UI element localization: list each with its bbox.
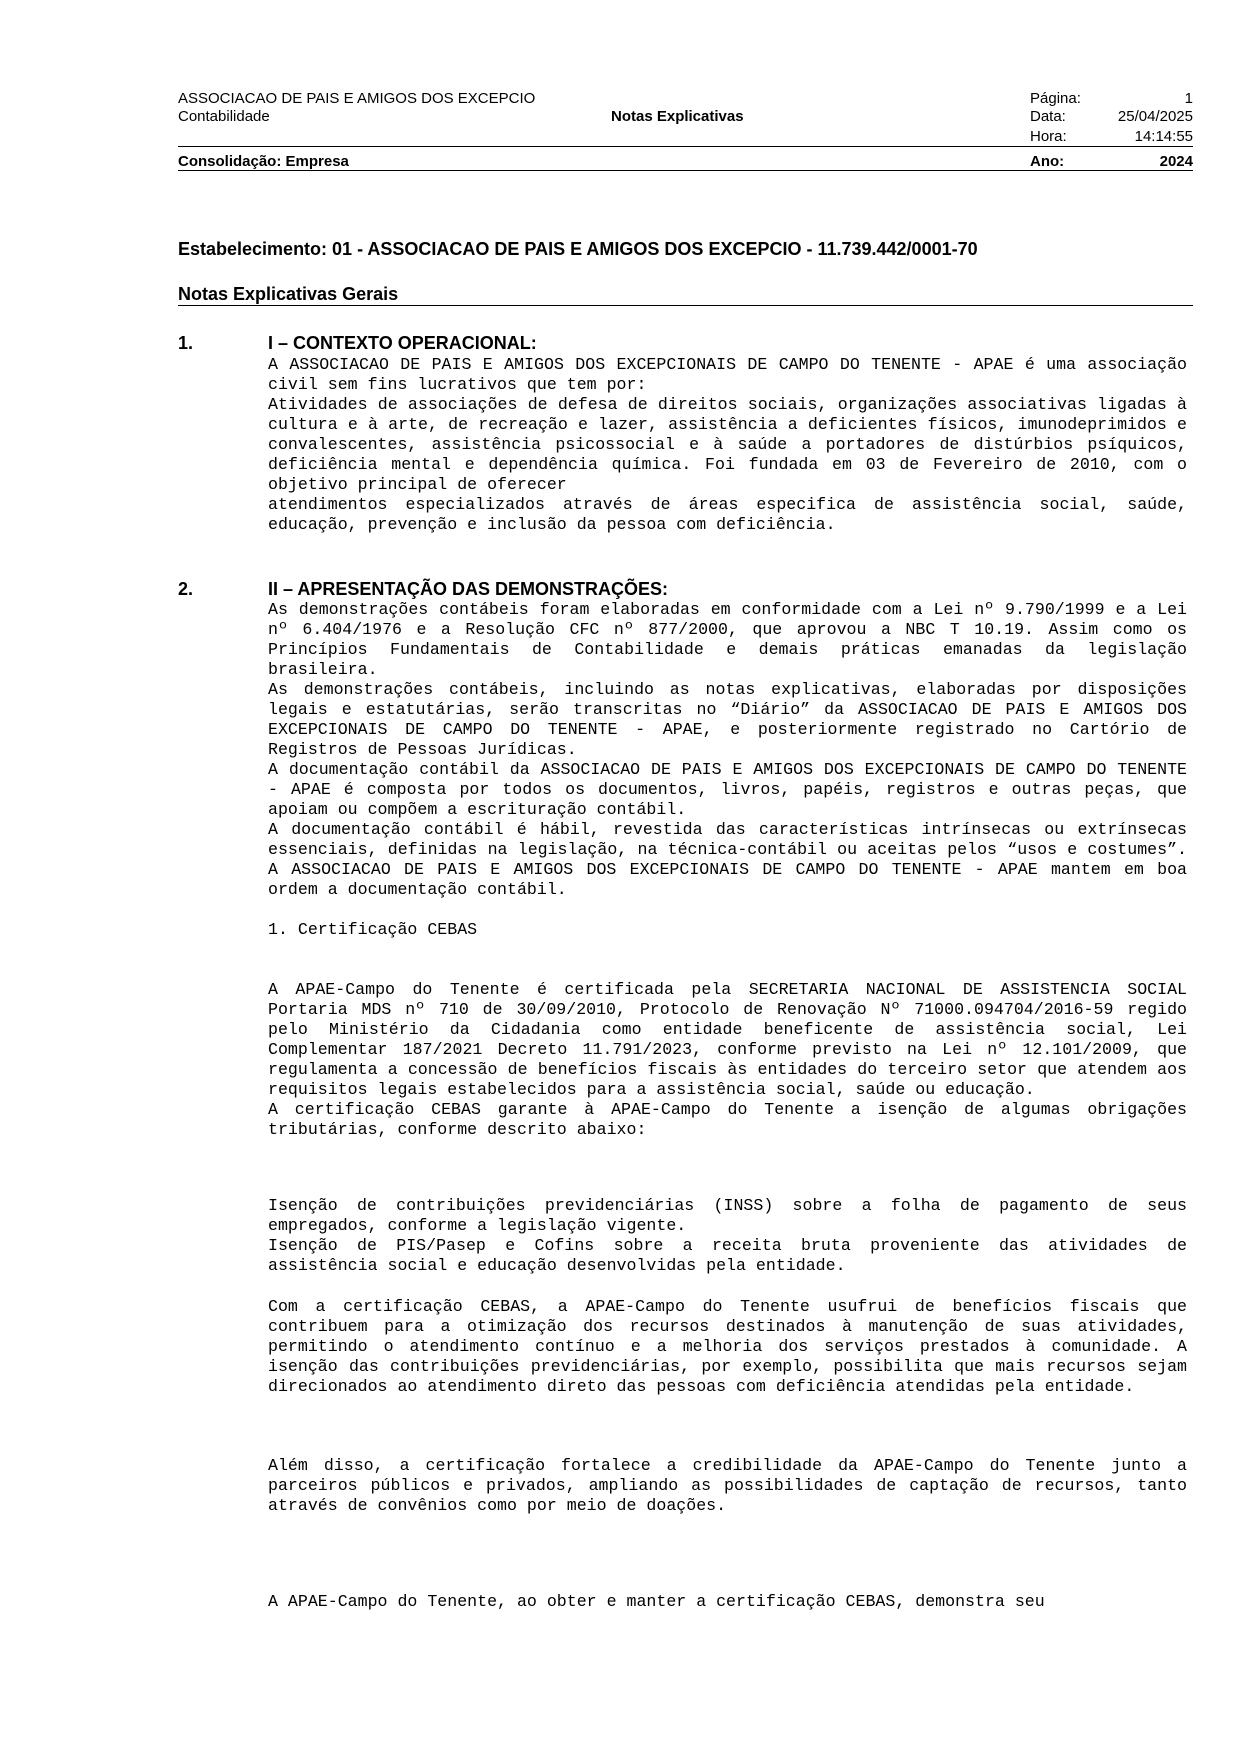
cebas-body-d: [268, 1456, 1187, 1516]
section-2-number: 2.: [178, 579, 194, 599]
year-label: Ano:: [1030, 153, 1065, 170]
section-1-body: [268, 355, 1187, 535]
date-label: Data:: [1030, 108, 1066, 125]
date-value: 25/04/2025: [1117, 108, 1193, 125]
general-notes-heading: Notas Explicativas Gerais: [178, 284, 399, 304]
department-name: Contabilidade: [178, 108, 270, 125]
section-1-title: I – CONTEXTO OPERACIONAL:: [268, 333, 537, 353]
section-2-paragraph: As demonstrações contábeis foram elaboradas em conformidade com a Lei nº 9.790/1999 e a Lei nº 6.404/1976 e a Resolução CFC nº 877/2000, que aprovou a NBC T 10.19. Assim como os Princípios Fundamentais de Contabilidade e demais práticas emanadas da legislação brasileira.: [268, 600, 1187, 679]
page-label: Página:: [1030, 90, 1081, 107]
general-notes-divider: [178, 305, 1193, 306]
cebas-body-e: [268, 1592, 1187, 1612]
year-value: 2024: [1159, 153, 1193, 170]
establishment-heading: Estabelecimento: 01 - ASSOCIACAO DE PAIS E AMIGOS DOS EXCEPCIO - 11.739.442/0001-70: [178, 239, 978, 259]
section-1-paragraph: atendimentos especializados através de áreas especifica de assistência social, saúde, educação, prevenção e inclusão da pessoa com deficiência.: [268, 495, 1187, 534]
time-label: Hora:: [1030, 128, 1067, 145]
company-name: ASSOCIACAO DE PAIS E AMIGOS DOS EXCEPCIO: [178, 90, 536, 107]
consolidation-divider: [178, 170, 1193, 171]
cebas-paragraph: A APAE-Campo do Tenente é certificada pela SECRETARIA NACIONAL DE ASSISTENCIA SOCIAL Portaria MDS nº 710 de 30/09/2010, Protocolo de Renovação Nº 71000.094704/2016-59 regido pelo Ministério da Cidadania como entidade beneficente de assistência social, Lei Complementar 187/2021 Decreto 11.791/2023, conforme previsto na Lei nº 12.101/2009, que regulamenta a concessão de benefícios fiscais às entidades do terceiro setor que atendem aos requisitos legais estabelecidos para a assistência social, saúde ou educação.: [268, 980, 1187, 1099]
cebas-paragraph: A certificação CEBAS garante à APAE-Campo do Tenente a isenção de algumas obrigações tributárias, conforme descrito abaixo:: [268, 1100, 1187, 1139]
cebas-paragraph: Com a certificação CEBAS, a APAE-Campo do Tenente usufrui de benefícios fiscais que contribuem para a otimização dos recursos destinados à manutenção de suas atividades, permitindo o atendimento contínuo e a melhoria dos serviços prestados à comunidade. A isenção das contribuições previdenciárias, por exemplo, possibilita que mais recursos sejam direcionados ao atendimento direto das pessoas com deficiência atendidas pela entidade.: [268, 1297, 1187, 1396]
section-1-number: 1.: [178, 333, 194, 353]
cebas-paragraph: Isenção de PIS/Pasep e Cofins sobre a receita bruta proveniente das atividades de assistência social e educação desenvolvidas pela entidade.: [268, 1236, 1187, 1275]
consolidation-label: Consolidação: Empresa: [178, 153, 349, 170]
cebas-body-a: [268, 980, 1187, 1140]
section-2-paragraph: A documentação contábil é hábil, revestida das características intrínsecas ou extrínsecas essenciais, definidas na legislação, na técnica-contábil ou aceitas pelos “usos e costumes”. A ASSOCIACAO DE PAIS E AMIGOS DOS EXCEPCIONAIS DE CAMPO DO TENENTE - APAE mantem em boa ordem a documentação contábil.: [268, 820, 1187, 899]
section-2-body: [268, 600, 1187, 900]
cebas-body-b: [268, 1196, 1187, 1276]
header-divider: [178, 146, 1193, 147]
section-2-paragraph: A documentação contábil da ASSOCIACAO DE PAIS E AMIGOS DOS EXCEPCIONAIS DE CAMPO DO TENENTE - APAE é composta por todos os documentos, livros, papéis, registros e outras peças, que apoiam ou compõem a escrituração contábil.: [268, 760, 1187, 819]
cebas-paragraph: Isenção de contribuições previdenciárias (INSS) sobre a folha de pagamento de seus empregados, conforme a legislação vigente.: [268, 1196, 1187, 1235]
section-1-paragraph: Atividades de associações de defesa de direitos sociais, organizações associativas ligadas à cultura e à arte, de recreação e lazer, assistência a deficientes físicos, imunodeprimidos e convalescentes, assistência psicossocial e à saúde a portadores de distúrbios psíquicos, deficiência mental e dependência química. Foi fundada em 03 de Fevereiro de 2010, com o objetivo principal de oferecer: [268, 395, 1187, 494]
report-title: Notas Explicativas: [611, 108, 744, 125]
page-number: 1: [1184, 90, 1193, 107]
cebas-paragraph: A APAE-Campo do Tenente, ao obter e manter a certificação CEBAS, demonstra seu: [268, 1592, 1045, 1611]
cebas-subsection: [268, 920, 1187, 940]
section-2-paragraph: As demonstrações contábeis, incluindo as notas explicativas, elaboradas por disposições legais e estatutárias, serão transcritas no “Diário” da ASSOCIACAO DE PAIS E AMIGOS DOS EXCEPCIONAIS DE CAMPO DO TENENTE - APAE, e posteriormente registrado no Cartório de Registros de Pessoas Jurídicas.: [268, 680, 1187, 759]
section-2-title: II – APRESENTAÇÃO DAS DEMONSTRAÇÕES:: [268, 579, 669, 599]
cebas-body-c: [268, 1297, 1187, 1397]
section-1-paragraph: A ASSOCIACAO DE PAIS E AMIGOS DOS EXCEPCIONAIS DE CAMPO DO TENENTE - APAE é uma associação civil sem fins lucrativos que tem por:: [268, 355, 1187, 394]
cebas-subsection-title: 1. Certificação CEBAS: [268, 920, 478, 939]
cebas-paragraph: Além disso, a certificação fortalece a credibilidade da APAE-Campo do Tenente junto a parceiros públicos e privados, ampliando as possibilidades de captação de recursos, tanto através de convênios como por meio de doações.: [268, 1456, 1187, 1515]
time-value: 14:14:55: [1134, 128, 1193, 145]
